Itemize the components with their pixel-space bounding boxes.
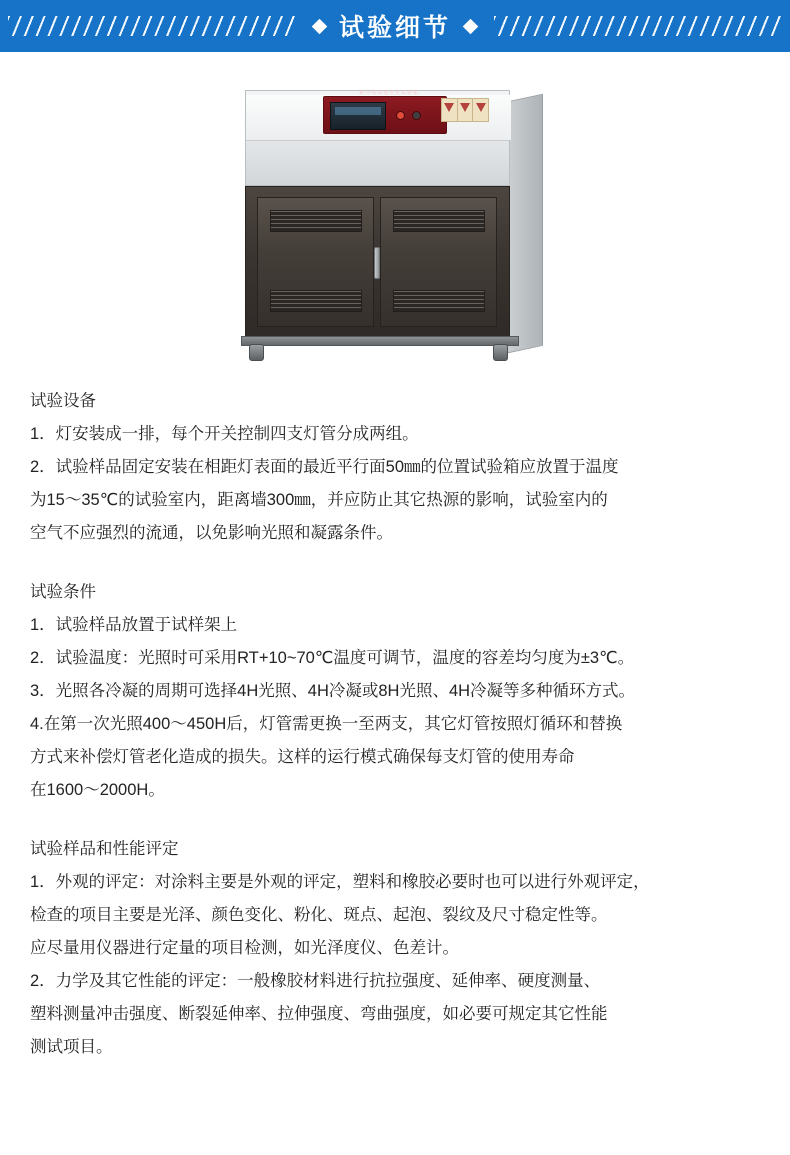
section-line: 2．试验样品固定安装在相距灯表面的最近平行面50㎜的位置试验箱应放置于温度 [30,458,619,476]
section-line: 空气不应强烈的流通，以免影响光照和凝露条件。 [30,524,393,542]
section-title: 试验样品和性能评定 [30,840,179,858]
page-header-banner [0,0,790,52]
page-title: 试验细节 [339,14,452,42]
control-panel-label: 紫外线加速老化试验箱 [358,90,419,96]
section-line: 4.在第一次光照400～450H后，灯管需更换一至两支，其它灯管按照灯循环和替换 [30,715,623,733]
door-handle-icon[interactable] [374,247,380,279]
article-content [0,379,790,1104]
chamber-base [241,336,519,346]
warning-label-group [441,98,489,122]
section-line: 应尽量用仪器进行定量的项目检测，如光泽度仪、色差计。 [30,939,459,957]
section-line: 1．试验样品放置于试样架上 [30,616,238,634]
chamber-lower-body [245,186,510,338]
knob-red-icon[interactable] [396,111,405,120]
control-panel[interactable] [323,90,447,134]
diamond-right-icon [463,18,479,34]
section-line: 1．灯安装成一排，每个开关控制四支灯管分成两组。 [30,425,419,443]
hatch-pattern-left [8,16,296,36]
warning-triangle-icon-3 [473,99,488,121]
vent-grille-icon [393,290,485,312]
section-equipment [30,385,760,550]
vent-grille-icon [270,210,362,232]
caster-wheel-icon [249,344,264,361]
chamber-door-left[interactable] [257,197,374,327]
section-line: 检查的项目主要是光泽、颜色变化、粉化、斑点、起泡、裂纹及尺寸稳定性等。 [30,906,608,924]
caster-wheel-icon [493,344,508,361]
product-figure [0,52,790,379]
section-title: 试验条件 [30,583,96,601]
section-conditions [30,576,760,807]
uv-aging-test-chamber-illustration [245,86,545,361]
control-panel-knobs[interactable] [396,111,421,120]
chamber-door-right[interactable] [380,197,497,327]
section-line: 3．光照各冷凝的周期可选择4H光照、4H冷凝或8H光照、4H冷凝等多种循环方式。 [30,682,636,700]
vent-grille-icon [270,290,362,312]
section-line: 在1600～2000H。 [30,781,165,799]
section-line: 2．力学及其它性能的评定：一般橡胶材料进行抗拉强度、延伸率、硬度测量、 [30,972,601,990]
control-panel-screen[interactable] [330,102,386,130]
banner-title-group [296,8,494,44]
section-title: 试验设备 [30,392,96,410]
section-line: 1．外观的评定：对涂料主要是外观的评定，塑料和橡胶必要时也可以进行外观评定， [30,873,650,891]
section-line: 塑料测量冲击强度、断裂延伸率、拉伸强度、弯曲强度，如必要可规定其它性能 [30,1005,608,1023]
vent-grille-icon [393,210,485,232]
diamond-left-icon [312,18,328,34]
section-line: 测试项目。 [30,1038,113,1056]
warning-triangle-icon-1 [442,99,458,121]
section-line: 方式来补偿灯管老化造成的损失。这样的运行模式确保每支灯管的使用寿命 [30,748,575,766]
hatch-pattern-right [494,16,782,36]
knob-black-icon[interactable] [412,111,421,120]
section-line: 为15～35℃的试验室内，距离墙300㎜，并应防止其它热源的影响，试验室内的 [30,491,608,509]
section-line: 2．试验温度：光照时可采用RT+10~70℃温度可调节，温度的容差均匀度为±3℃。 [30,649,635,667]
section-samples-evaluation [30,833,760,1064]
warning-triangle-icon-2 [458,99,474,121]
